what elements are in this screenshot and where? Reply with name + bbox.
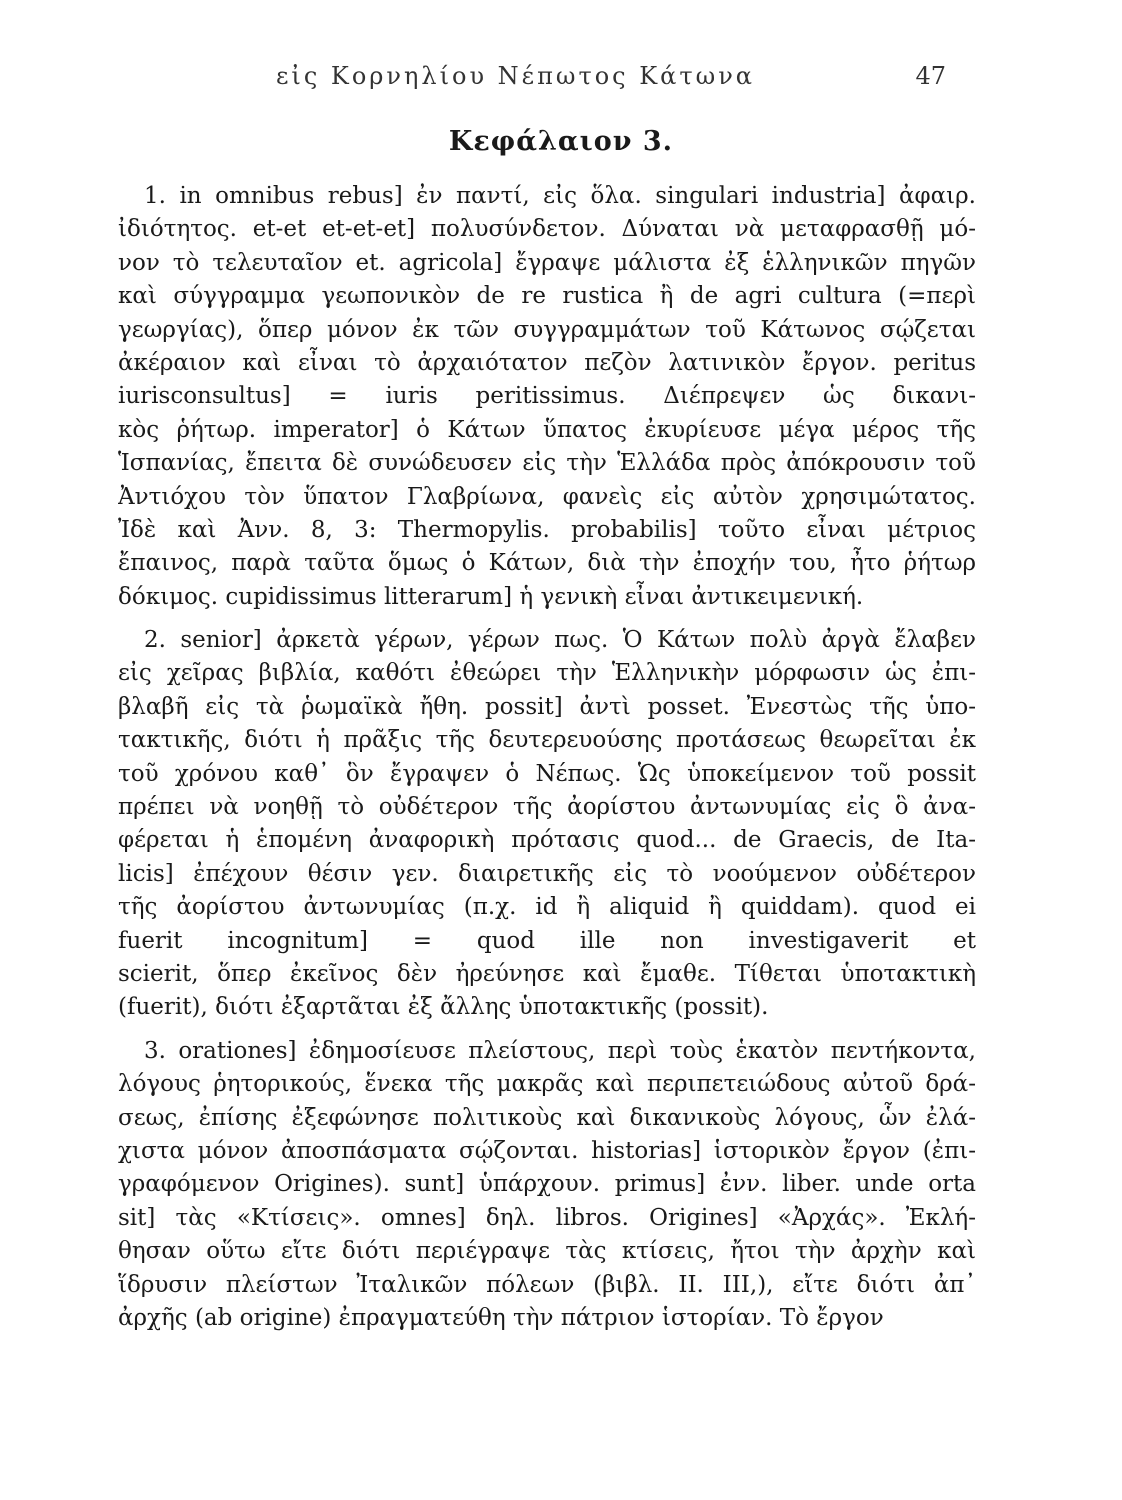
- paragraph-gap: [118, 614, 976, 624]
- text-line: Ἱσπανίας, ἔπειτα δὲ συνώδευσεν εἰς τὴν Ἑλλάδα πρὸς ἀπόκρουσιν τοῦ: [118, 450, 976, 477]
- text-line: 3. orationes] ἐδημοσίευσε πλείστους, περὶ τοὺς ἑκατὸν πεντήκοντα,: [144, 1037, 976, 1064]
- text-line: τοῦ χρόνου καθ᾽ ὃν ἔγραψεν ὁ Νέπως. Ὡς ὑποκείμενον τοῦ possit: [118, 760, 976, 787]
- text-line: τῆς ἀορίστου ἀντωνυμίας (π.χ. id ἢ aliquid ἢ quiddam). quod ei: [118, 894, 976, 921]
- text-line: κὸς ῥήτωρ. imperator] ὁ Κάτων ὕπατος ἐκυρίευσε μέγα μέρος τῆς: [118, 416, 976, 443]
- paragraph-gap: [118, 1025, 976, 1035]
- text-line: καὶ σύγγραμμα γεωπονικὸν de re rustica ἢ de agri cultura (=περὶ: [118, 283, 976, 310]
- paragraph: [118, 1035, 976, 1336]
- text-line: πρέπει νὰ νοηθῇ τὸ οὐδέτερον τῆς ἀορίστου ἀντωνυμίας εἰς ὃ ἀνα-: [118, 794, 976, 821]
- text-line: ἵδρυσιν πλείστων Ἰταλικῶν πόλεων (βιβλ. II. III,), εἴτε διότι ἀπ᾽: [118, 1271, 976, 1298]
- paragraph: [118, 180, 976, 614]
- text-line: ἀρχῆς (ab origine) ἐπραγματεύθη τὴν πάτριον ἱστορίαν. Τὸ ἔργον: [118, 1304, 884, 1331]
- text-line: φέρεται ἡ ἑπομένη ἀναφορικὴ πρότασις quod... de Graecis, de Ita-: [118, 827, 976, 854]
- text-line: licis] ἐπέχουν θέσιν γεν. διαιρετικῆς εἰς τὸ νοούμενον οὐδέτερον: [118, 860, 976, 887]
- text-line: ἔπαινος, παρὰ ταῦτα ὅμως ὁ Κάτων, διὰ τὴν ἐποχήν του, ἦτο ῥήτωρ: [118, 550, 976, 577]
- text-line: scierit, ὅπερ ἐκεῖνος δὲν ἠρεύνησε καὶ ἔμαθε. Τίθεται ὑποτακτικὴ: [118, 960, 976, 987]
- text-line: ἀκέραιον καὶ εἶναι τὸ ἀρχαιότατον πεζὸν λατινικὸν ἔργον. peritus: [118, 349, 976, 376]
- text-line: iurisconsultus] = iuris peritissimus. Διέπρεψεν ὡς δικανι-: [118, 383, 976, 410]
- text-line: sit] τὰς «Κτίσεις». omnes] δηλ. libros. Origines] «Ἀρχάς». Ἐκλή-: [118, 1204, 976, 1231]
- text-line: 2. senior] ἀρκετὰ γέρων, γέρων πως. Ὁ Κάτων πολὺ ἀργὰ ἔλαβεν: [144, 627, 976, 654]
- text-line: γεωργίας), ὅπερ μόνον ἐκ τῶν συγγραμμάτων τοῦ Κάτωνος σῴζεται: [118, 316, 976, 343]
- commentary-body: [118, 180, 976, 1335]
- chapter-title: Κεφάλαιον 3.: [448, 126, 674, 157]
- text-line: Ἰδὲ καὶ Ἀνν. 8, 3: Thermopylis. probabilis] τοῦτο εἶναι μέτριος: [118, 516, 976, 543]
- text-line: 1. in omnibus rebus] ἐν παντί, εἰς ὅλα. singulari industria] ἀφαιρ.: [144, 183, 976, 209]
- running-head-title: εἰς Κορνηλίου Νέπωτος Κάτωνα: [276, 62, 756, 90]
- page-number: 47: [915, 62, 946, 90]
- text-line: τακτικῆς, διότι ἡ πρᾶξις τῆς δευτερευούσης προτάσεως θεωρεῖται ἐκ: [118, 727, 976, 754]
- text-line: δόκιμος. cupidissimus litterarum] ἡ γενικὴ εἶναι ἀντικειμενική.: [118, 583, 864, 610]
- text-line: σεως, ἐπίσης ἐξεφώνησε πολιτικοὺς καὶ δικανικοὺς λόγους, ὧν ἐλά-: [118, 1104, 976, 1131]
- text-line: βλαβῆ εἰς τὰ ῥωμαϊκὰ ἤθη. possit] ἀντὶ posset. Ἐνεστὼς τῆς ὑπο-: [118, 693, 976, 720]
- text-line: (fuerit), διότι ἐξαρτᾶται ἐξ ἄλλης ὑποτακτικῆς (possit).: [118, 994, 769, 1021]
- text-line: χιστα μόνον ἀποσπάσματα σῴζονται. historias] ἱστορικὸν ἔργον (ἐπι-: [118, 1137, 976, 1164]
- text-line: λόγους ῥητορικούς, ἕνεκα τῆς μακρᾶς καὶ περιπετειώδους αὐτοῦ δρά-: [118, 1071, 976, 1098]
- running-head: [276, 62, 946, 98]
- text-line: Ἀντιόχου τὸν ὕπατον Γλαβρίωνα, φανεὶς εἰς αὐτὸν χρησιμώτατος.: [118, 483, 976, 510]
- text-line: fuerit incognitum] = quod ille non investigaverit et: [118, 927, 976, 954]
- text-line: γραφόμενον Origines). sunt] ὑπάρχουν. primus] ἐνν. liber. unde orta: [118, 1171, 976, 1198]
- text-line: ἰδιότητος. et-et et-et-et] πολυσύνδετον. Δύναται νὰ μεταφρασθῇ μό-: [118, 216, 976, 243]
- paragraph: [118, 624, 976, 1025]
- text-line: νον τὸ τελευταῖον et. agricola] ἔγραψε μάλιστα ἐξ ἑλληνικῶν πηγῶν: [118, 249, 976, 276]
- text-line: εἰς χεῖρας βιβλία, καθότι ἐθεώρει τὴν Ἑλληνικὴν μόρφωσιν ὡς ἐπι-: [118, 660, 976, 687]
- text-line: θησαν οὕτω εἴτε διότι περιέγραψε τὰς κτίσεις, ἤτοι τὴν ἀρχὴν καὶ: [118, 1238, 976, 1265]
